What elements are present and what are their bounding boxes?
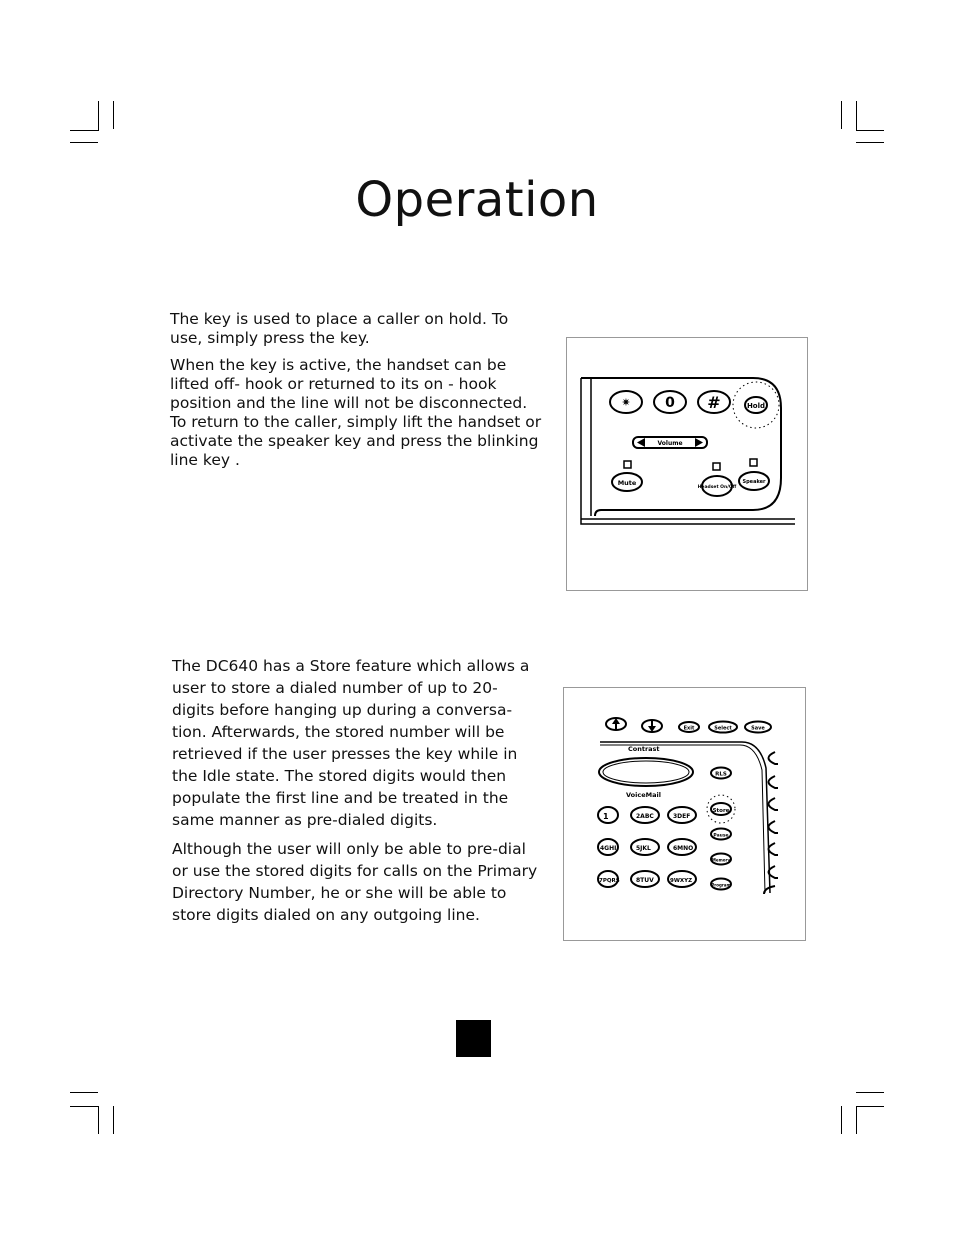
select-key-label: Select bbox=[714, 725, 732, 732]
crop-mark bbox=[98, 1106, 99, 1134]
crop-mark bbox=[70, 130, 98, 131]
contrast-label: Contrast bbox=[628, 745, 660, 753]
crop-mark bbox=[856, 130, 884, 131]
crop-mark bbox=[856, 1106, 884, 1107]
crop-mark bbox=[841, 101, 842, 129]
crop-mark bbox=[98, 101, 99, 131]
crop-mark bbox=[113, 101, 114, 129]
memory-key-label: Memory bbox=[711, 857, 731, 863]
crop-mark bbox=[856, 142, 884, 143]
volume-down-icon bbox=[637, 438, 645, 447]
crop-mark bbox=[70, 1106, 98, 1107]
dial-key-8-label: 8TUV bbox=[636, 877, 654, 884]
hold-key-figure bbox=[566, 337, 808, 591]
store-key-figure bbox=[563, 687, 806, 941]
crop-mark bbox=[856, 101, 857, 131]
program-key-label: Program bbox=[711, 882, 731, 888]
store-paragraph-2: Although the user will only be able to pre-dial or use the stored digits for calls on the Primary Directory Number, he or she will be able to store digits dialed on any outgoing line. bbox=[172, 840, 538, 924]
rls-key-label: RLS bbox=[715, 771, 727, 778]
dial-key-6-label: 6MNO bbox=[673, 845, 694, 852]
asterisk-key-label: ✷ bbox=[621, 396, 631, 409]
save-key-label: Save bbox=[751, 725, 765, 732]
pause-key-label: Pause bbox=[713, 833, 729, 839]
store-paragraph-1: The DC640 has a Store feature which allows a user to store a dialed number of up to 20- digits before hanging up during a conversa- tion. Afterwards, the stored number will be retrieved if the user presses the key while in the Idle state. The stored digits would then populate the first line and be treated in the same manner as pre-dialed digits. bbox=[172, 657, 530, 829]
volume-up-icon bbox=[695, 438, 703, 447]
store-key-label: Store bbox=[712, 808, 730, 814]
crop-mark bbox=[856, 1092, 884, 1093]
hold-paragraph-1: The key is used to place a caller on hold. To use, simply press the key. bbox=[170, 310, 509, 347]
page-number-block bbox=[456, 1020, 491, 1057]
voicemail-label: VoiceMail bbox=[626, 791, 661, 799]
headset-key-label: Headset On/Off bbox=[697, 485, 737, 490]
zero-key-label: 0 bbox=[665, 395, 675, 411]
dial-key-9-label: 9WXYZ bbox=[670, 878, 693, 884]
crop-mark bbox=[856, 1106, 857, 1134]
speaker-key-label: Speaker bbox=[742, 479, 766, 485]
hold-key-label: Hold bbox=[746, 402, 766, 410]
crop-mark bbox=[70, 1092, 98, 1093]
crop-mark bbox=[841, 1106, 842, 1134]
dial-key-4-label: 4GHI bbox=[600, 845, 617, 852]
mute-key-label: Mute bbox=[617, 479, 637, 487]
dial-key-7-label: 7PQRS bbox=[599, 878, 620, 884]
dial-key-3-label: 3DEF bbox=[673, 813, 691, 820]
crop-mark bbox=[70, 142, 98, 143]
hold-paragraph-2: When the key is active, the handset can be lifted off- hook or returned to its on - hook position and the line will not be disconnected. To return to the caller, simply lift the handset or activate the speaker key and press the blinking line key . bbox=[170, 356, 542, 469]
dial-key-2-label: 2ABC bbox=[636, 813, 654, 820]
volume-label: Volume bbox=[657, 440, 683, 447]
dial-key-1-label: 1 bbox=[603, 812, 609, 821]
pound-key-label: # bbox=[707, 393, 721, 412]
exit-key-label: Exit bbox=[683, 725, 695, 732]
dial-key-5-label: 5JKL bbox=[636, 845, 651, 852]
crop-mark bbox=[113, 1106, 114, 1134]
page-title: Operation bbox=[355, 172, 599, 228]
